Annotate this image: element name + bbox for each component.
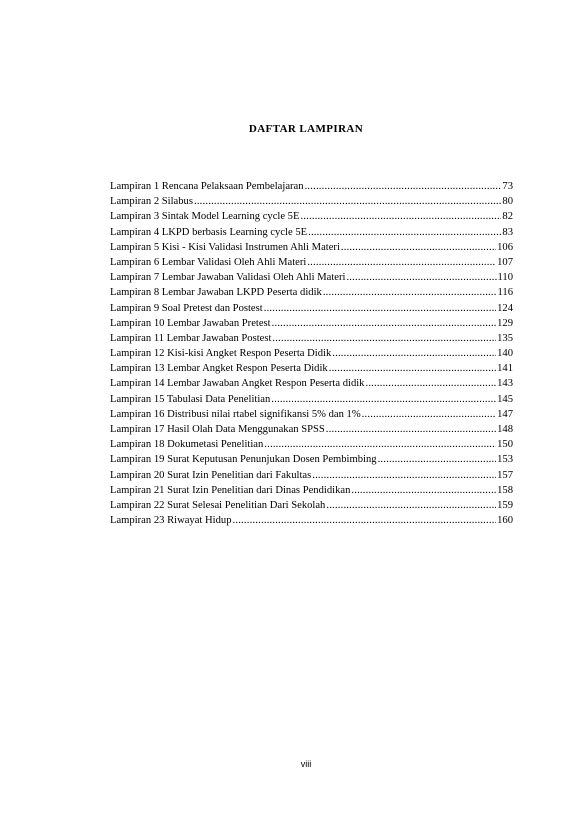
dot-leader xyxy=(233,513,497,528)
appendix-entry-page: 147 xyxy=(497,408,513,420)
appendix-entry-label: Lampiran 10 Lembar Jawaban Pretest xyxy=(110,317,271,329)
appendix-entry[interactable] xyxy=(110,346,513,361)
appendix-entry-label: Lampiran 23 Riwayat Hidup xyxy=(110,515,232,527)
dot-leader xyxy=(346,270,496,285)
appendix-entry-label: Lampiran 19 Surat Keputusan Penunjukan Dosen Pembimbing xyxy=(110,454,377,466)
appendix-entry[interactable] xyxy=(110,194,513,209)
appendix-entry-page: 129 xyxy=(497,317,513,329)
appendix-entry-label: Lampiran 9 Soal Pretest dan Postest xyxy=(110,302,263,314)
appendix-entry-label: Lampiran 6 Lembar Validasi Oleh Ahli Materi xyxy=(110,256,307,268)
appendix-entry[interactable] xyxy=(110,468,513,483)
dot-leader xyxy=(307,255,496,270)
appendix-entry-page: 140 xyxy=(497,348,513,360)
appendix-entry[interactable] xyxy=(110,255,513,270)
appendix-entry-label: Lampiran 1 Rencana Pelaksaan Pembelajaran xyxy=(110,181,304,192)
dot-leader xyxy=(308,225,501,240)
dot-leader xyxy=(272,331,496,346)
appendix-entry-page: 141 xyxy=(497,363,513,375)
dot-leader xyxy=(378,452,497,467)
dot-leader xyxy=(264,301,496,316)
appendix-entry-page: 80 xyxy=(502,196,513,208)
dot-leader xyxy=(323,285,497,300)
appendix-entry-page: 143 xyxy=(497,378,513,390)
dot-leader xyxy=(341,240,496,255)
appendix-entry-page: 110 xyxy=(497,272,513,284)
dot-leader xyxy=(300,209,501,224)
appendix-entry-page: 73 xyxy=(502,181,513,192)
appendix-entry[interactable] xyxy=(110,301,513,316)
dot-leader xyxy=(326,498,496,513)
appendix-entry-page: 116 xyxy=(497,287,513,299)
appendix-entry-label: Lampiran 21 Surat Izin Penelitian dari Dinas Pendidikan xyxy=(110,484,351,496)
page-title: DAFTAR LAMPIRAN xyxy=(248,123,364,135)
dot-leader xyxy=(305,179,502,194)
dot-leader xyxy=(365,376,496,391)
appendix-entry-label: Lampiran 17 Hasil Olah Data Menggunakan SPSS xyxy=(110,424,325,435)
appendix-entry-label: Lampiran 2 Silabus xyxy=(110,196,193,208)
dot-leader xyxy=(271,392,496,407)
appendix-entry-label: Lampiran 8 Lembar Jawaban LKPD Peserta didik xyxy=(110,287,322,299)
appendix-entry[interactable] xyxy=(110,225,513,240)
appendix-entry-page: 158 xyxy=(497,484,513,496)
appendix-entry-page: 83 xyxy=(502,226,513,238)
appendix-entry[interactable] xyxy=(110,285,513,300)
appendix-entry[interactable] xyxy=(110,407,513,422)
appendix-entry-label: Lampiran 14 Lembar Jawaban Angket Respon Peserta didik xyxy=(110,378,365,390)
dot-leader xyxy=(326,422,496,437)
appendix-entry-page: 124 xyxy=(497,302,513,314)
dot-leader xyxy=(351,483,496,498)
appendix-entry-page: 135 xyxy=(497,332,513,344)
appendix-list xyxy=(110,179,513,528)
appendix-entry[interactable] xyxy=(110,392,513,407)
appendix-entry-label: Lampiran 5 Kisi - Kisi Validasi Instrumen Ahli Materi xyxy=(110,241,340,253)
appendix-entry-page: 106 xyxy=(497,241,513,253)
appendix-entry-page: 153 xyxy=(497,454,513,466)
dot-leader xyxy=(332,346,496,361)
appendix-entry[interactable] xyxy=(110,179,513,194)
appendix-entry[interactable] xyxy=(110,376,513,391)
appendix-entry[interactable] xyxy=(110,331,513,346)
appendix-entry-page: 145 xyxy=(497,393,513,405)
appendix-entry-page: 157 xyxy=(497,469,513,481)
appendix-entry-label: Lampiran 13 Lembar Angket Respon Peserta Didik xyxy=(110,363,328,375)
appendix-entry-page: 148 xyxy=(497,424,513,435)
appendix-entry[interactable] xyxy=(110,209,513,224)
appendix-entry-page: 107 xyxy=(497,256,513,268)
appendix-entry-label: Lampiran 20 Surat Izin Penelitian dari Fakultas xyxy=(110,469,312,481)
appendix-entry-label: Lampiran 11 Lembar Jawaban Postest xyxy=(110,332,272,344)
appendix-entry[interactable] xyxy=(110,513,513,528)
appendix-entry-label: Lampiran 18 Dokumetasi Penelitian xyxy=(110,439,264,451)
appendix-entry-label: Lampiran 22 Surat Selesai Penelitian Dari Sekolah xyxy=(110,499,326,511)
page-number: viii xyxy=(300,759,312,769)
appendix-entry[interactable] xyxy=(110,240,513,255)
appendix-entry[interactable] xyxy=(110,498,513,513)
appendix-entry-label: Lampiran 12 Kisi-kisi Angket Respon Peserta Didik xyxy=(110,348,332,360)
appendix-entry-label: Lampiran 7 Lembar Jawaban Validasi Oleh Ahli Materi xyxy=(110,272,346,284)
appendix-entry[interactable] xyxy=(110,270,513,285)
appendix-entry-page: 159 xyxy=(497,499,513,511)
appendix-entry[interactable] xyxy=(110,316,513,331)
dot-leader xyxy=(312,468,496,483)
appendix-entry-page: 160 xyxy=(497,515,513,527)
appendix-entry-label: Lampiran 4 LKPD berbasis Learning cycle 5E xyxy=(110,226,308,238)
appendix-entry[interactable] xyxy=(110,422,513,437)
dot-leader xyxy=(264,437,496,452)
dot-leader xyxy=(194,194,501,209)
appendix-entry-page: 82 xyxy=(502,211,513,223)
dot-leader xyxy=(362,407,496,422)
dot-leader xyxy=(272,316,496,331)
appendix-entry-label: Lampiran 15 Tabulasi Data Penelitian xyxy=(110,393,271,405)
appendix-entry-label: Lampiran 3 Sintak Model Learning cycle 5E xyxy=(110,211,300,223)
appendix-entry[interactable] xyxy=(110,483,513,498)
appendix-entry[interactable] xyxy=(110,361,513,376)
appendix-entry[interactable] xyxy=(110,452,513,467)
appendix-entry-label: Lampiran 16 Distribusi nilai rtabel signifikansi 5% dan 1% xyxy=(110,408,361,420)
dot-leader xyxy=(329,361,496,376)
appendix-entry[interactable] xyxy=(110,437,513,452)
appendix-entry-page: 150 xyxy=(497,439,513,451)
